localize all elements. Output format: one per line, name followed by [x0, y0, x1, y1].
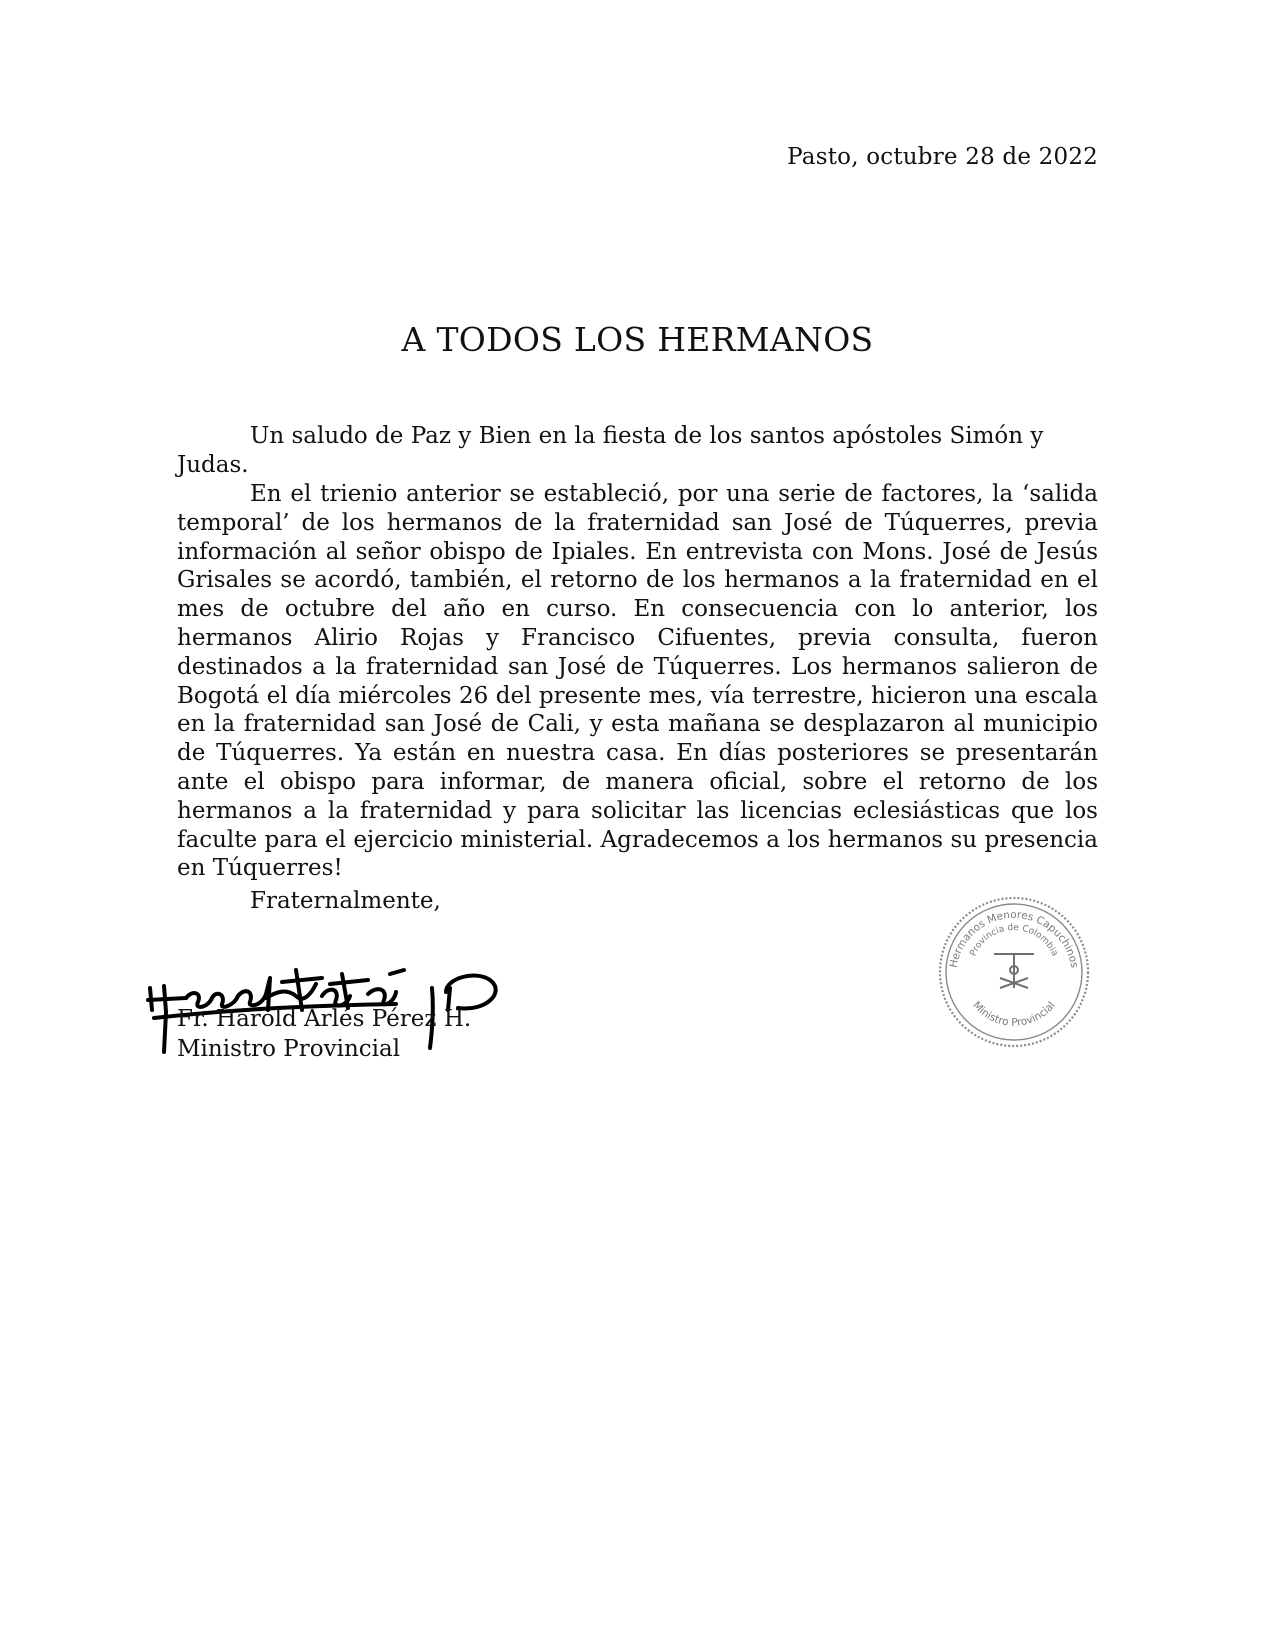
letter-date: Pasto, octubre 28 de 2022 [787, 144, 1098, 170]
stamp-top-text: Hermanos Menores Capuchinos [947, 908, 1081, 969]
tau-cross-icon [994, 954, 1034, 988]
letter-closing: Fraternalmente, [250, 888, 441, 914]
official-stamp-seal [934, 892, 1094, 1052]
letter-greeting: Un saludo de Paz y Bien en la fiesta de los santos apóstoles Simón y Judas. [177, 423, 1044, 478]
signer-name: Fr. Harold Arlés Pérez H. [177, 1006, 472, 1032]
signer-role: Ministro Provincial [177, 1036, 401, 1062]
stamp-bottom-text: Ministro Provincial [970, 999, 1058, 1029]
stamp-inner-text: Provincia de Colombia [968, 922, 1060, 958]
letter-title: A TODOS LOS HERMANOS [401, 320, 874, 359]
letter-body: En el trienio anterior se estableció, por una serie de factores, la ‘salida temporal’ de los hermanos de la fraternidad san José de Túquerres, previa información al señor obispo de Ipiales. En entrevista con Mons. José de Jesús Grisales se acordó, también, el retorno de los hermanos a la fraternidad en el mes de octubre del año en curso. En consecuencia con lo anterior, los hermanos Alirio Rojas y Francisco Cifuentes, previa consulta, fueron destinados a la fraternidad san José de Túquerres. Los hermanos salieron de Bogotá el día miércoles 26 del presente mes, vía terrestre, hicieron una escala en la fraternidad san José de Cali, y esta mañana se desplazaron al municipio de Túquerres. Ya están en nuestra casa. En días posteriores se presentarán ante el obispo para informar, de manera oficial, sobre el retorno de los hermanos a la fraternidad y para solicitar las licencias eclesiásticas que los faculte para el ejercicio ministerial. Agradecemos a los hermanos su presencia en Túquerres! [177, 481, 1098, 882]
